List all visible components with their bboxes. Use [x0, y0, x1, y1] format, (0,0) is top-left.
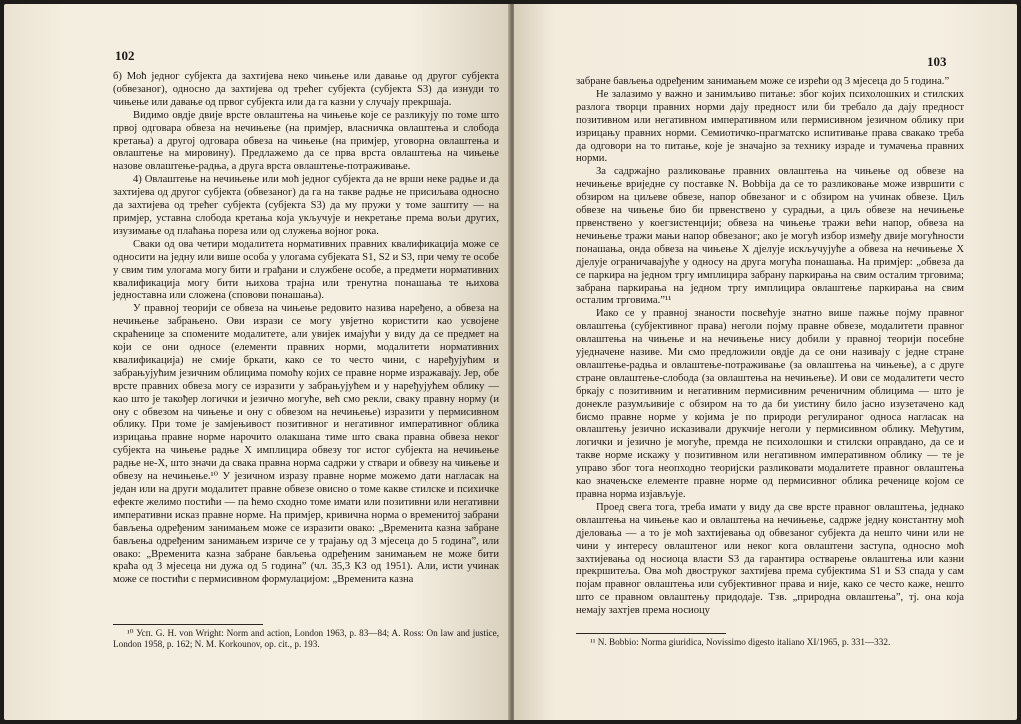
- paragraph: Не залазимо у важно и занимљиво питање: због којих психолошких и стилских разлога творци правних норми дају предност или би требало да дају предност позитивном или негативном императивном или пермисивном језичном облику при изрицању правних норми. Семиотичко-прагматско испитивање права свакако треба да одговори на то питање, које је значајно за технику израде и тумачења правних норми.: [576, 88, 964, 165]
- paragraph: За садржајно разликовање правних овлаштења на чињење од обвезе на нечињење вриједне су поставке N. Bobbija да се то разликовање може извршити с обзиром на циљеве обвезе, напор обвезаног и с обзиром на учинак обвезе. Циљ обвезе на чињење био би првенствено у сурадњи, а циљ обвезе на нечињење првенствено у коегзистенцији; обвеза на чињење тражи већи напор, обвеза на нечињење тражи мањи напор обвезаног; ако је могућ избор између двије могућности понашања, онда обвеза на чињење X дјелује искључујуће а обвеза на нечињење X дјелује ограничавајуће у односу на друга могућа понашања. На примјер: „обвеза да се паркира на једном тргу имплицира забрану паркирања на свим осталим трговима; забрана паркирања на једном тргу имплицира овлаштење паркирања на свим осталим трговима.”¹¹: [576, 166, 964, 307]
- page-number: 102: [115, 48, 135, 63]
- body-text: [576, 76, 964, 618]
- left-page: [4, 4, 510, 720]
- paragraph: Видимо овдје двије врсте овлаштења на чињење које се разликују по томе што првој одговара обвеза на нечињење (на примјер, власничка овлаштења и слобода кретања) а другој одговара обвеза на чињење (на примјер, уговорна овлаштења и овлаштење на мировину). Предлажемо да се прва врста овлаштења на чињење назове овлаштење-радња, а друга врста овлаштење-потраживање.: [113, 109, 499, 173]
- body-text: [113, 71, 499, 587]
- paragraph: Проед свега тога, треба имати у виду да све врсте правног овлаштења, једнако овлаштења на чињење као и овлаштења на нечињење, садрже једну константну моћ дјеловања — а то је моћ захтијевања од обвезаног субјекта да нешто чини или не чини у интересу овлаштеног или неког кога овлаштени заступа, односно моћ захтијевања од носиоца власти S3 да гарантира остварење овлаштења или казни прекршитеља. Ова моћ двоструког захтијева према субјектима S1 и S3 спада у сам појам правног овлаштења или субјективног права и није, како се често каже, нешто што се правном овлаштењу придодаје. Тзв. „природна овлаштења”, тј. она која немају захтјев према носиоцу: [576, 501, 964, 617]
- paragraph: Иако се у правној знаности посвећује знатно више пажње појму правног овлаштења (субјективног права) неголи појму правне обвезе, модалитети правног овлаштења на чињење и на нечињење нису добили у правној теорији посебне уједначене називе. Ми смо предложили овдје да се они називају с једне стране овлаштење-радња и овлаштење-потраживање (за овлаштења на чињење), а с друге стране овлаштење-слобода (за овлаштења на нечињење). И ови се модалитети често бркају с позитивним и негативним пермисивним реченичним облицима — што је донекле разумљивије с обзиром на то да би уистину било јасно изузетачено кад бисмо правне норме у којима је по природи регулираног односа нагласак на овлаштењу језично исказивали друкчије неголи у пермисивном облику. Међутим, логички и језично је могуће, премда не психолошки и стилски оправдано, да се и такве норме искажу у позитивном или негативном императивном облику — те је управо због тога неопходно теоријски разликовати модалитете правног овлаштења као значењске елементе правне норме од пермисивног облика реченице којом се правна норма изјављује.: [576, 308, 964, 500]
- footnote: ¹⁰ Усп. G. H. von Wright: Norm and action, London 1963, p. 83—84; A. Ross: On law and justice, London 1958, p. 162; N. M. Korkounov, op. cit., p. 193.: [113, 628, 499, 650]
- paragraph: Сваки од ова четири модалитета нормативних правних квалификација може се односити на једну или више особа у улогама субјеката S1, S2 и S3, при чему те особе у свим тим улогама могу бити и грађани и службене особе, а предмети нормативних квалификација могу бити њихова трајна или тренутна понашања те њихова једноставна или сложена (сповови понашања).: [113, 238, 499, 302]
- footnote-rule: [113, 624, 263, 625]
- right-page: [514, 4, 1017, 720]
- footnotes: [576, 633, 964, 648]
- footnotes: [113, 624, 499, 651]
- paragraph: забране бављења одређеним занимањем може се изрећи од 3 мјесеца до 5 година.”: [576, 76, 950, 87]
- footnote-rule: [576, 633, 726, 634]
- paragraph: б) Моћ једног субјекта да захтијева неко чињење или давање од другог субјекта (обвезаног), односно да захтијева од трећег субјекта (субјекта S3) да изнуди то чињење или давање од првог субјекта или да га казни у случају прекршаја.: [113, 71, 499, 108]
- footnote: ¹¹ N. Bobbio: Norma giuridica, Novissimo digesto italiano XI/1965, p. 331—332.: [590, 637, 891, 647]
- page-number: 103: [927, 54, 947, 69]
- paragraph: 4) Овлаштење на нечињење или моћ једног субјекта да не врши неке радње и да захтијева од другог субјекта (обвезаног) да га на такве радње не присиљава односно да захтијева од трећег субјекта (субјекта S3) да му пружи у томе заштиту — на примјер, уставна слобода кретања која укључује и некретање према вољи других, изузимање од плаћања пореза или од служења војног рока.: [113, 174, 499, 237]
- paragraph: У правној теорији се обвеза на чињење редовито назива наређено, а обвеза на нечињење забрањено. Ови изрази се могу увјетно користити као усвојене скраћенице за спомените модалитете, али увијек имајући у виду да се предмет на који се они односе (елементи правних норми, модалитети нормативних квалификација) не смије бркати, како се то често чини, с наређујућим и забрањујућим језичним облицима помоћу којих се правне норме изражавају. Јер, обе врсте правних обвеза могу се изразити у забрањујућем и у наређујућем облику — као што је такођер логички и језично могуће, већ смо рекли, свакy правну норму (и ону с обвезом на чињење и ону с обвезом на нечињење) изразити у пермисивном облику. При томе је замјењивост позитивног и негативног императивног облика изрицања правне норме нарочито олакшана тиме што свака правна обвеза неког субјекта на чињење радње X имплицира обвезу тог истог субјекта на нечињење радње не-X, што значи да свака правна норма садржи у ствари и обвезу на чињење и обвезу на нечињење.¹⁰ У језичном изразу правне норме можемо дати нагласак на један или на други модалитет правне обвезе овисно о томе какве стилске и психичке ефекте желимо постићи — па ћемо сходно томе имати или позитивни или негативни императивни исказ правне норме. На примјер, кривична норма о временитој забрани бављења одређеним занимањем може се изразити овако: „Временита казна забране бављења одређеним занимањем изриче се у трајању од 3 мјесеца до 5 година”, или овако: „Временита казна забране бављења одређеним занимањем не може бити краћа од 3 мјесеца ни дужа од 5 година” (чл. 35,3 КЗ од 1951). Али, исти учинак може се постићи с пермисивном формулацијом: „Временита казна: [113, 303, 499, 586]
